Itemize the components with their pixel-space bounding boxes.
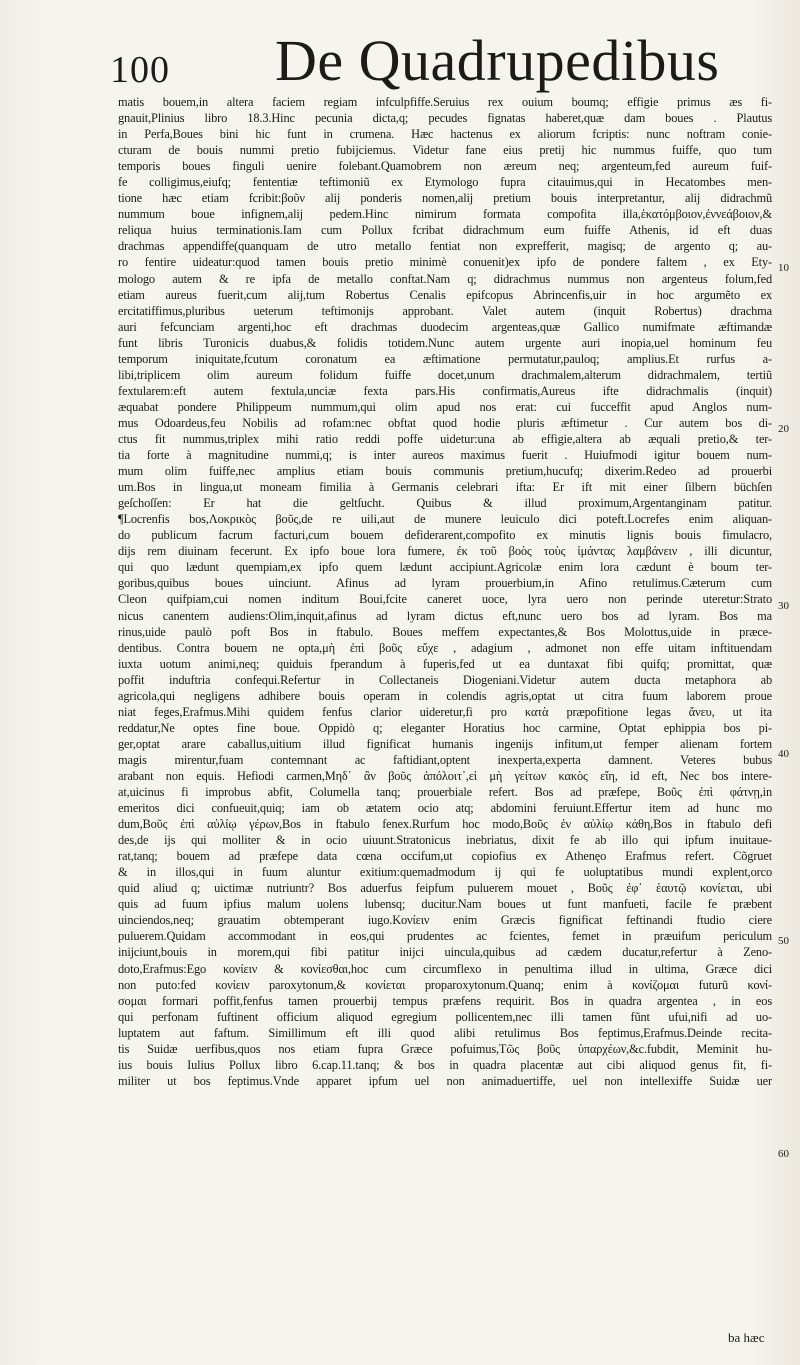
line-number: 20 bbox=[778, 423, 789, 435]
text-line: mus Odoardeus,feu Nobilis ad rofam:nec obftat quod hodie pluris æftimetur . Cur autem bos di- bbox=[118, 415, 772, 430]
text-line: niat feges,Erafmus.Mihi quidem fenfus clarior uideretur,fi pro κατὰ præpofitione legas ἄνευ, ut ita bbox=[118, 704, 772, 719]
text-line: ctus fit nummus,triplex mihi ratio reddi poffe uidetur:una ab effigie,altera ab æquali pretio,& ter- bbox=[118, 431, 772, 446]
text-line: iuxta uotum animi,neq; quiduis fperandum à fuperis,fed ut ea duntaxat fibi quifq; promittat, quæ bbox=[118, 656, 772, 671]
text-line: ger,optat arare caballus,uitium illud fignificat humanis ingenijs infitum,ut femper alienam fortem bbox=[118, 736, 772, 751]
text-line: reliqua huius terminationis.Iam cum Pollux fcribat didrachmum eum fuiffe Athenis, id eft duas bbox=[118, 223, 772, 238]
text-line: arabant non equis. Hefiodi carmen,Μηδ᾽ ἂν βοῦς ἀπόλοιτ᾽,εἰ μὴ γείτων κακὸς εἴη, id eft, Nec bos intere- bbox=[118, 768, 772, 783]
text-line: reddatur,Ne optes fine boue. Oppidò q; eleganter Horatius hoc carmine, Optat ephippia bos pi- bbox=[118, 720, 772, 735]
text-line: non puto:fed κονίειν paroxytonum,& κονίεται proparoxytonum.Quanq; enim à κονίζομαι futurũ κονί- bbox=[118, 977, 772, 992]
text-line: funt libris Turonicis duabus,& folidis totidem.Nunc autem urgente auri inopia,uel hominum feu bbox=[118, 335, 772, 350]
text-line: Cleon quifpiam,cui nomen inditum Boui,fcite caneret uoce, lyra uero non perinde uteretur:Strato bbox=[118, 592, 772, 607]
text-line: tis Suidæ uerfibus,quos nos etiam fupra Græce pofuimus,Τῶς βοῦς ὑπαρχέων,&c.fubdit, Meminit hu- bbox=[118, 1041, 772, 1056]
text-line: dentibus. Contra bouem ne opta,μὴ ἐπὶ βοῦς εὔχε , adagium , admonet non effe uitam inftituendam bbox=[118, 640, 772, 655]
text-line: ro fentire uideatur:quod tamen bouis pretio minimè conuenit)ex ipfo de pondere faltem , ex Ety- bbox=[118, 255, 772, 270]
text-line: æquabat pondere Philippeum nummum,qui olim apud nos erat: cui fucceffit apud Anglos num- bbox=[118, 399, 772, 414]
text-line: cturam de bouis nummi pretio fubijciemus. Videtur fane eius pretij hic nummus fuiffe, quo tum bbox=[118, 143, 772, 158]
text-line: tione hæc etiam fcribit:βοῦν alij ponderis nomen,alij pretium bouis interpretantur, alij didrachmũ bbox=[118, 191, 772, 206]
text-line: auri fefcunciam argenti,hoc eft drachmas duodecim argenteas,quæ Gallico numifmate æftimandæ bbox=[118, 319, 772, 334]
text-line: temporum iniquitate,fcutum coronatum ea æftimatione permutatur,pauloq; amplius.Et rurfus a- bbox=[118, 351, 772, 366]
text-line: etiam aureus fuerit,cum alij,tum Robertus Cenalis epifcopus Abrincenfis,uir in hoc argumẽto ex bbox=[118, 287, 772, 302]
text-line: σομαι formari poffit,fenfus tamen prouerbij tempus præfens requirit. Bos in quadra argentea , in eos bbox=[118, 993, 772, 1008]
text-line: quis ad fuum ipfius malum uolens lubensq; ducitur.Nam boues ut funt manfueti, facile fe præbent bbox=[118, 897, 772, 912]
text-line: geſchoſſen: Er hat die geltſucht. Quibus & illud proximum,Argentanginam patitur. bbox=[118, 496, 772, 511]
text-line: temporis boues finguli uenire folebant.Quamobrem non æreum neq; argenteum,fed aureum fuif- bbox=[118, 159, 772, 174]
text-line: quid aliud q; uictimæ nutriuntr? Bos aduerfus feipfum puluerem mouet , Βοῦς ἐφ᾽ ἑαυτῷ κονίεται, ubi bbox=[118, 881, 772, 896]
text-line: goribus,quibus boues uinciunt. Afinus ad lyram prouerbium,in Afino retulimus.Cæterum cum bbox=[118, 576, 772, 591]
main-text-block bbox=[118, 94, 772, 1089]
page-number: 100 bbox=[110, 49, 170, 91]
text-line: rinus,uide paulò poft Bos in ftabulo. Boues meffem expectantes,& Bos Molottus,uide in præce- bbox=[118, 624, 772, 639]
text-line: inijciunt,bouis in morem,qui fibi patitur inijci uincula,quibus ad cædem ducatur,refertur à Zeno- bbox=[118, 945, 772, 960]
catchword: ba hæc bbox=[728, 1330, 765, 1345]
line-number: 50 bbox=[778, 935, 789, 947]
text-line: mologo autem & re ipfa de metallo conftat.Nam q; didrachmus nummus non argenteus folum,fed bbox=[118, 271, 772, 286]
running-title: De Quadrupedibus bbox=[275, 28, 720, 93]
text-line: ius bouis Iulius Pollux libro 6.cap.11.tanq; & bos in quadra placentæ aut cibi aliquod genus fit, fi- bbox=[118, 1057, 772, 1072]
text-line: ercitatiffimus,pluribus ueterum teftimonijs approbant. Valet autem (inquit Robertus) drachma bbox=[118, 303, 772, 318]
text-line: libi,triplicem olim aureum folidum fuiffe docet,unum drachmalem,alterum didrachmalem, tertiũ bbox=[118, 367, 772, 382]
line-number: 40 bbox=[778, 748, 789, 760]
line-number: 60 bbox=[778, 1148, 789, 1160]
text-line: dum,Βοῦς ἐπὶ αὐλίῳ γέρων,Bos in ftabulo fenex.Rurfum hoc modo,Βοῦς ἐν αὐλίῳ κάθη,Bos in ftabulo defi bbox=[118, 817, 772, 832]
text-line: ¶Locrenfis bos,Λοκρικὸς βοῦς,de re uili,aut de munere leuiculo dici poteft.Locrefes enim aliquan- bbox=[118, 512, 772, 527]
text-line: poffit induftria confequi.Refertur in Collectaneis Diogeniani.Videtur autem ducta metaphora ab bbox=[118, 672, 772, 687]
line-number: 30 bbox=[778, 600, 789, 612]
text-line: qui perfonam fuftinent officium aliquod egregium pollicentem,nec illi tamen fũnt ufui,nifi ad uo- bbox=[118, 1009, 772, 1024]
text-line: drachmas appendiffe(quanquam de utro metallo fentiat non exprefferit, magisq; de argento q; au- bbox=[118, 239, 772, 254]
text-line: agricola,qui negligens adhibere bouis operam in colendis agris,optat ut citra fuum laborem proue bbox=[118, 688, 772, 703]
text-line: in Perfa,Boues bini hic funt in crumena. Hæc hactenus ex aliorum fcriptis: nunc noftram conie- bbox=[118, 127, 772, 142]
text-line: qui quo lædunt quempiam,ex ipfo quem lædunt accipiunt.Agricolæ enim lora cædunt è boum ter- bbox=[118, 560, 772, 575]
text-line: nummum boue infignem,alij pedem.Hinc nimirum formata compofita illa,ἑκατόμβοιον,ἐννεάβοιον,& bbox=[118, 207, 772, 222]
text-line: fe colligimus,eiufq; fententiæ teftimoniũ ex Etymologo fupra citauimus,qui in Hecatombes men- bbox=[118, 175, 772, 190]
text-line: rat,tanq; bouem ad præfepe data cœna occifum,ut copiofius ex Athenęo Erafmus refert. Cõgruet bbox=[118, 849, 772, 864]
text-line: matis bouem,in altera faciem regiam infculpfiffe.Seruius rex ouium boumq; effigie primus æs fi- bbox=[118, 95, 772, 109]
text-line: fextularem:eft autem fextula,unciæ fexta pars.His confirmatis,Aureus ifte didrachmalis (inquit) bbox=[118, 383, 772, 398]
text-line: do publicum facrum facturi,cum bouem defiderarent,compofito ex minutis lignis bouis fimulacro, bbox=[118, 528, 772, 543]
text-line: nicus canentem audiens:Olim,inquit,afinus ad lyram dictus eft,nunc uero bos ad lyram. Bos ma bbox=[118, 608, 772, 623]
text-line: doto,Erafmus:Ego κονίειν & κονίεσθαι,hoc cum circumflexo in penultima illud in ultima, Græce dici bbox=[118, 961, 772, 976]
text-line: des,de ijs qui molliter & in ocio uiuunt.Stratonicus inebriatus, dixit fe ab illo qui ipfum inuitaue- bbox=[118, 833, 772, 848]
text-line: tia forte à magnitudine nummi,q; is inter aureos maximus fuerit . Huiufmodi igitur bouem num- bbox=[118, 448, 772, 463]
text-line: & in illos,qui in fuum aluntur exitium:quemadmodum ij qui fe uoluptatibus mundi explent,orco bbox=[118, 865, 772, 880]
text-line: uinciendos,neq; grauatim obtemperant iugo.Κονίειν enim Græcis fignificat feftinandi ftudio ciere bbox=[118, 913, 772, 928]
text-line: at,uicinus fi improbus abfit, Columella tanq; prouerbiale refert. Bos ad præfepe, Βοῦς ἐπὶ φάτνῃ,in bbox=[118, 785, 772, 800]
text-line: gnauit,Plinius libro 18.3.Hinc pecunia dicta,q; pecudes fignatas haberet,quæ dam boues . Plautus bbox=[118, 111, 772, 126]
text-line: mum olim fuiffe,nec amplius etiam bouis communis pretium,hucufq; dixerim.Redeo ad prouerbi bbox=[118, 464, 772, 479]
text-line: um.Bos in lingua,ut moneam fimilia à Germanis celebrari ifta: Er ift mit einer ſilbern büchſen bbox=[118, 480, 772, 495]
text-line: emeritos dici confueuit,quiq; iam ob ætatem ocio atq; abdomini feruiunt.Effertur item ad hunc mo bbox=[118, 801, 772, 816]
text-line: militer ut bos feptimus.Vnde apparet ipfum uel non animaduertiffe, uel non intellexiffe Suidæ uer bbox=[118, 1073, 772, 1088]
line-number: 10 bbox=[778, 262, 789, 274]
text-line: dijs rem diuinam fecerunt. Ex ipfo boue lora fumere, ἐκ τοῦ βοὸς τοὺς ἱμάντας λαμβάνειν , illi dicuntur, bbox=[118, 544, 772, 559]
text-line: magis mirentur,fuam contemnant ac faftidiant,optent inexperta,experta damnent. Veteres bubus bbox=[118, 752, 772, 767]
text-line: luptatem aut faftum. Simillimum eft illi quod alibi retulimus Bos feptimus,Erafmus.Deinde recita- bbox=[118, 1025, 772, 1040]
text-line: puluerem.Quidam accommodant in eos,qui prudentes ac fcientes, femet in præuifum periculum bbox=[118, 929, 772, 944]
